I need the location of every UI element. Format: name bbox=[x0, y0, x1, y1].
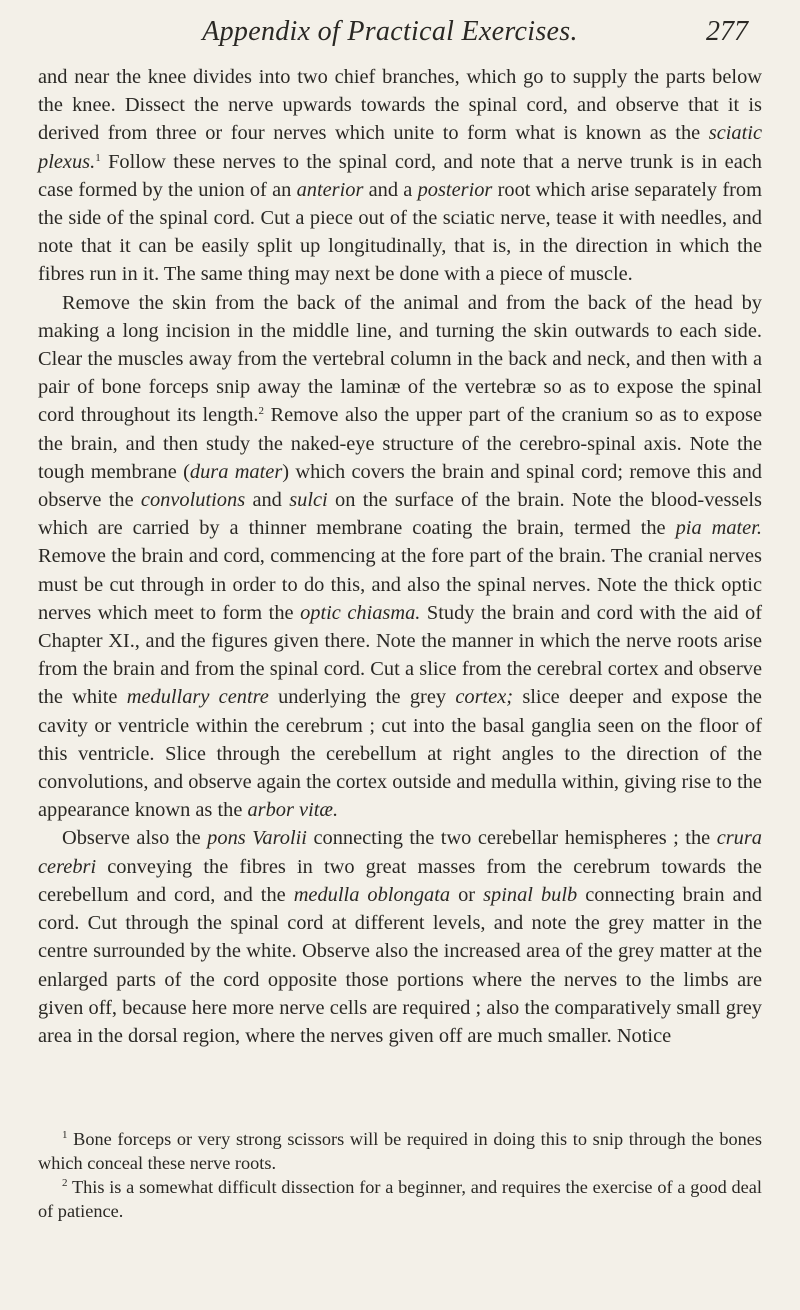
running-title: Appendix of Practical Exercises. bbox=[202, 16, 578, 47]
italic-term: pia mater. bbox=[675, 517, 763, 540]
text-run: root which arise separately from the side of the spinal cord. Cut a piece out of the sciatic nerve, tease it with needles, and note that it can be easily split up longitudinally, that is, in the direction in which the fibres run in it. The same thing may next be done with a piece of muscle. bbox=[38, 178, 762, 286]
text-run: and bbox=[245, 489, 290, 512]
italic-term: crura cerebri bbox=[38, 827, 762, 878]
italic-term: pons Varolii bbox=[207, 827, 307, 850]
text-run: Remove the skin from the back of the animal and from the back of the head by making a long incision in the middle line, and turning the skin outwards to each side. Clear the muscles away from the vertebral column in the back and neck, and then with a pair of bone forceps snip away the laminæ of the vertebræ so as to expose the spinal cord throughout its length. bbox=[38, 291, 762, 427]
text-run: slice deeper and expose the cavity or ventricle within the cerebrum ; cut into the basal ganglia seen on the floor of this ventricle. Slice through the cerebellum at right angles to the direction of the convolutions, and observe again the cortex outside and medulla within, giving rise to the appearance known as the bbox=[38, 686, 762, 822]
footnote-number: 1 bbox=[62, 1129, 68, 1141]
body-text bbox=[38, 63, 762, 1050]
text-run: on the surface of the brain. Note the blood-vessels which are carried by a thinner membrane coating the brain, termed the bbox=[38, 489, 762, 540]
text-run: connecting the two cerebellar hemispheres ; the bbox=[306, 827, 717, 850]
footnote bbox=[38, 1127, 762, 1175]
text-run: and near the knee divides into two chief branches, which go to supply the parts below the knee. Dissect the nerve upwards towards the spinal cord, and observe that it is derived from three or four nerves which unite to form what is known as the bbox=[38, 66, 762, 145]
italic-term: spinal bulb bbox=[483, 883, 578, 906]
text-run: and a bbox=[363, 178, 418, 201]
text-run: Follow these nerves to the spinal cord, and note that a nerve trunk is in each case formed by the union of an bbox=[38, 150, 762, 201]
text-run: Remove also the upper part of the cranium so as to expose the brain, and then study the naked-eye structure of the cerebro-spinal axis. Note the tough membrane ( bbox=[38, 404, 763, 483]
italic-term: medullary centre bbox=[126, 686, 269, 709]
footnote bbox=[38, 1175, 762, 1223]
text-run: Study the brain and cord with the aid of Chapter XI., and the figures given there. Note the manner in which the nerve roots arise from the brain and from the spinal cord. Cut a slice from the cerebral cortex and observe the white bbox=[38, 601, 762, 709]
text-run: connecting brain and cord. Cut through the spinal cord at different levels, and note the grey matter in the centre surrounded by the white. Observe also the increased area of the grey matter at the enlarged parts of the cord opposite those portions where the nerves to the limbs are given off, because here more nerve cells are required ; also the comparatively small grey area in the dorsal region, where the nerves given off are much smaller. Notice bbox=[38, 883, 762, 1047]
footnotes bbox=[38, 1127, 762, 1223]
italic-term: convolutions bbox=[140, 489, 246, 512]
text-run: Remove the brain and cord, commencing at the fore part of the brain. The cranial nerves must be cut through in order to do this, and also the spinal nerves. Note the thick optic nerves which meet to form the bbox=[38, 545, 762, 624]
italic-term: cortex; bbox=[455, 686, 514, 709]
italic-term: dura mater bbox=[189, 460, 283, 483]
text-run: ) which covers the brain and spinal cord; remove this and observe the bbox=[38, 460, 762, 512]
running-header bbox=[0, 12, 800, 60]
text-run: conveying the fibres in two great masses from the cerebrum towards the cerebellum and cord, and the bbox=[38, 855, 762, 906]
footnote-text: This is a somewhat difficult dissection for a beginner, and requires the exercise of a good deal of patience. bbox=[38, 1177, 762, 1221]
italic-term: medulla oblongata bbox=[293, 883, 451, 906]
text-run: Observe also the bbox=[62, 827, 208, 850]
body-paragraph bbox=[38, 63, 762, 289]
body-paragraph bbox=[38, 289, 762, 825]
italic-term: posterior bbox=[417, 178, 493, 201]
footnote-marker: 1 bbox=[95, 151, 101, 164]
page-number: 277 bbox=[706, 16, 748, 47]
body-paragraph bbox=[38, 824, 762, 1050]
footnote-text: Bone forceps or very strong scissors will be required in doing this to snip through the bones which conceal these nerve roots. bbox=[38, 1129, 762, 1173]
text-run: underlying the grey bbox=[268, 686, 456, 709]
italic-term: sciatic plexus. bbox=[38, 122, 762, 173]
italic-term: anterior bbox=[296, 178, 364, 201]
italic-term: arbor vitæ. bbox=[247, 799, 339, 822]
footnote-marker: 2 bbox=[258, 405, 265, 418]
footnote-number: 2 bbox=[62, 1177, 68, 1189]
text-run: or bbox=[450, 883, 484, 906]
italic-term: optic chiasma. bbox=[300, 601, 421, 624]
italic-term: sulci bbox=[289, 489, 328, 512]
